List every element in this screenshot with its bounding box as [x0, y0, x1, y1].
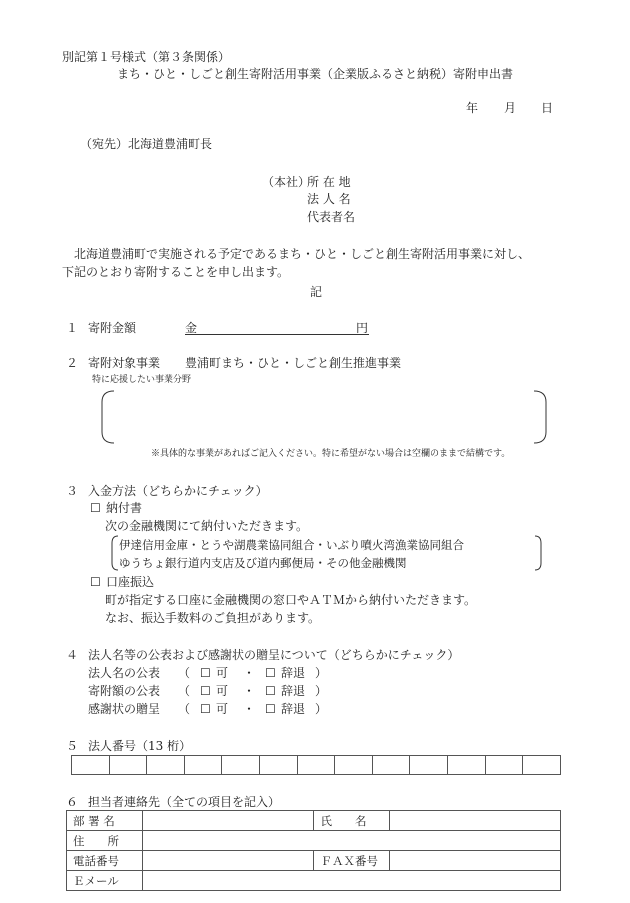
corporate-number-digit[interactable]: [260, 756, 298, 775]
name-input[interactable]: [390, 811, 561, 831]
representative-label: 代表者名: [307, 210, 356, 224]
corporate-number-digit[interactable]: [523, 756, 561, 775]
section1-number: １: [66, 321, 79, 335]
section5-label: 法人番号（13 桁）: [88, 739, 192, 753]
address-input[interactable]: [142, 831, 560, 851]
section2-project: 豊浦町まち・ひと・しごと創生推進事業: [185, 356, 402, 370]
yes-label: 可: [216, 684, 229, 698]
addressee: （宛先）北海道豊浦町長: [80, 137, 213, 151]
paren-open: （: [178, 684, 191, 698]
preferred-field-input[interactable]: [100, 390, 548, 444]
corporate-number-digit[interactable]: [72, 756, 110, 775]
disclosure-row-label: 法人名の公表: [88, 666, 161, 680]
department-input[interactable]: [142, 811, 314, 831]
corporate-number-digit[interactable]: [485, 756, 523, 775]
section4-label: 法人名等の公表および感謝状の贈呈について（どちらかにチェック）: [88, 648, 460, 662]
corporate-number-digit[interactable]: [147, 756, 185, 775]
address-label: 所 在 地: [307, 175, 351, 189]
section5-number: ５: [66, 739, 79, 753]
corporate-number-digit[interactable]: [109, 756, 147, 775]
name-label: 氏 名: [314, 811, 390, 831]
yes-label: 可: [216, 702, 229, 716]
date-year-label: 年: [466, 101, 479, 115]
corporate-number-digit[interactable]: [184, 756, 222, 775]
form-number: 別記第１号様式（第３条関係）: [62, 50, 231, 64]
checkbox-payment-slip[interactable]: ☐: [90, 501, 101, 515]
section6-label: 担当者連絡先（全ての項目を記入）: [88, 795, 281, 809]
section3-number: ３: [66, 484, 79, 498]
amount-suffix: 円: [356, 321, 369, 335]
no-label: 辞退: [281, 666, 306, 680]
phone-input[interactable]: [142, 851, 314, 871]
paren-close: ）: [315, 684, 328, 698]
section4-number: ４: [66, 648, 79, 662]
separator-dot: ・: [243, 666, 256, 680]
checkbox-amount-no[interactable]: ☐: [265, 684, 276, 698]
section3-label: 入金方法（どちらかにチェック）: [88, 484, 268, 498]
fax-label: ＦＡＸ番号: [314, 851, 390, 871]
checkbox-certificate-no[interactable]: ☐: [265, 702, 276, 716]
no-label: 辞退: [281, 684, 306, 698]
checkbox-company-name-yes[interactable]: ☐: [200, 666, 211, 680]
amount-prefix: 金: [185, 321, 198, 335]
corporate-number-digit[interactable]: [222, 756, 260, 775]
bracket-frame: [100, 390, 548, 444]
intro-line-2: 下記のとおり寄附することを申し出ます。: [62, 265, 290, 279]
banks-line-2: ゆうちょ銀行道内支店及び道内郵便局・その他金融機関: [119, 556, 407, 570]
checkbox-certificate-yes[interactable]: ☐: [200, 702, 211, 716]
fax-input[interactable]: [390, 851, 561, 871]
email-label: Ｅメール: [67, 871, 143, 891]
separator-dot: ・: [243, 702, 256, 716]
contact-table: [66, 810, 561, 891]
option-bank-transfer-label: 口座振込: [106, 575, 155, 589]
disclosure-row-label: 寄附額の公表: [88, 684, 161, 698]
section2-number: ２: [66, 356, 79, 370]
date-day-label: 日: [541, 101, 554, 115]
section6-number: ６: [66, 795, 79, 809]
corporate-number-digit[interactable]: [335, 756, 373, 775]
checkbox-amount-yes[interactable]: ☐: [200, 684, 211, 698]
head-office-label: （本社）: [262, 175, 311, 189]
option-payment-slip-desc: 次の金融機関にて納付いただきます。: [105, 519, 309, 533]
address-label: 住 所: [67, 831, 143, 851]
banks-line-1: 伊達信用金庫・とうや湖農業協同組合・いぶり噴火湾漁業協同組合: [119, 538, 464, 552]
intro-line-1: 北海道豊浦町で実施される予定であるまち・ひと・しごと創生寄附活用事業に対し、: [74, 247, 531, 261]
yes-label: 可: [216, 666, 229, 680]
no-label: 辞退: [281, 702, 306, 716]
form-title: まち・ひと・しごと創生寄附活用事業（企業版ふるさと納税）寄附申出書: [117, 67, 514, 81]
company-label: 法 人 名: [307, 192, 351, 206]
section2-label: 寄附対象事業: [88, 356, 161, 370]
separator-dot: ・: [243, 684, 256, 698]
section2-note: ※具体的な事業があればご記入ください。特に希望がない場合は空欄のままで結構です。: [151, 449, 511, 459]
paren-close: ）: [315, 666, 328, 680]
option-bank-transfer-desc-2: なお、振込手数料のご負担があります。: [105, 611, 321, 625]
section2-sub-label: 特に応援したい事業分野: [92, 375, 192, 385]
checkbox-company-name-no[interactable]: ☐: [265, 666, 276, 680]
corporate-number-grid: [71, 755, 561, 775]
donation-amount-field[interactable]: [185, 320, 369, 335]
email-input[interactable]: [142, 871, 560, 891]
paren-open: （: [178, 666, 191, 680]
corporate-number-digit[interactable]: [410, 756, 448, 775]
date-month-label: 月: [504, 101, 517, 115]
option-payment-slip-label: 納付書: [106, 501, 143, 515]
department-label: 部 署 名: [67, 811, 143, 831]
corporate-number-digit[interactable]: [372, 756, 410, 775]
disclosure-row-label: 感謝状の贈呈: [88, 702, 161, 716]
section1-label: 寄附金額: [88, 321, 137, 335]
corporate-number-digit[interactable]: [297, 756, 335, 775]
phone-label: 電話番号: [67, 851, 143, 871]
paren-open: （: [178, 702, 191, 716]
ki-label: 記: [310, 285, 323, 299]
checkbox-bank-transfer[interactable]: ☐: [90, 575, 101, 589]
paren-close: ）: [315, 702, 328, 716]
option-bank-transfer-desc-1: 町が指定する口座に金融機関の窓口やＡＴＭから納付いただきます。: [105, 593, 477, 607]
corporate-number-digit[interactable]: [448, 756, 486, 775]
